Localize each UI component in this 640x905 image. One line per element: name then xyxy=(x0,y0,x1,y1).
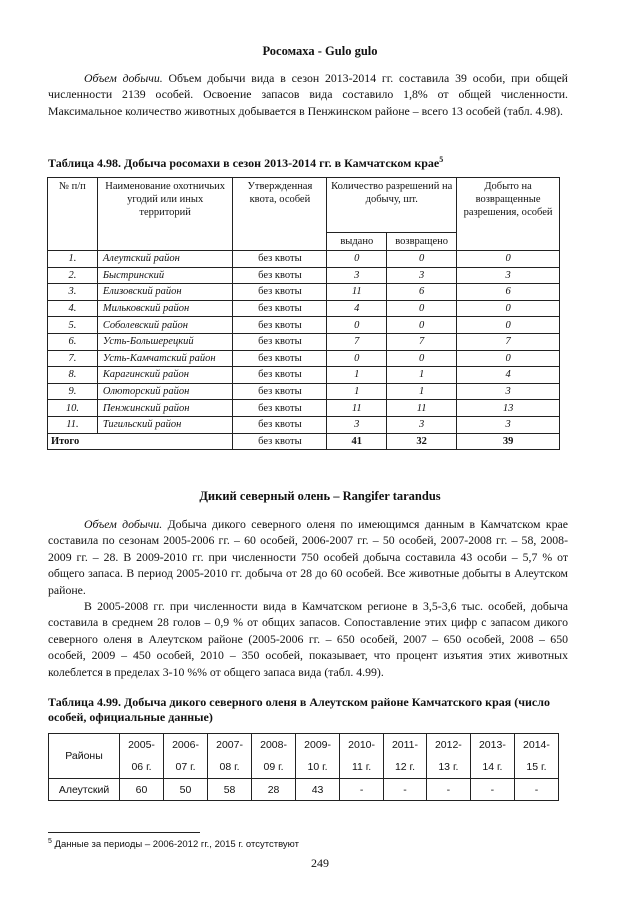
row-issued: 3 xyxy=(327,416,387,433)
harvest-value: 58 xyxy=(208,779,252,801)
table-98-caption xyxy=(48,152,588,171)
year-end: 07 г. xyxy=(175,761,196,773)
row-returned: 11 xyxy=(387,400,457,417)
row-num: 4. xyxy=(48,300,98,317)
harvest-value: 28 xyxy=(252,779,296,801)
footnote xyxy=(48,838,299,850)
row-returned: 7 xyxy=(387,333,457,350)
row-num: 3. xyxy=(48,284,98,301)
total-label: Итого xyxy=(48,433,233,450)
table-row xyxy=(48,317,560,334)
row-returned: 1 xyxy=(387,367,457,384)
paragraph-lead: Объем добычи. xyxy=(84,517,163,531)
row-name: Усть-Камчатский район xyxy=(97,350,233,367)
row-name: Пенжинский район xyxy=(97,400,233,417)
row-returned: 6 xyxy=(387,284,457,301)
header-num: № п/п xyxy=(48,178,98,251)
table-row xyxy=(48,333,560,350)
row-num: 6. xyxy=(48,333,98,350)
header-name: Наименование охотничьих угодий или иных территорий xyxy=(97,178,233,251)
year-header xyxy=(296,734,340,779)
wolverine-harvest-table xyxy=(47,177,560,450)
row-harvested: 3 xyxy=(457,267,560,284)
row-quota: без квоты xyxy=(233,383,327,400)
year-header xyxy=(164,734,208,779)
row-harvested: 0 xyxy=(457,251,560,268)
paragraph-text: Объем добычи вида в сезон 2013-2014 гг. составила 39 особи, при общей численности 2139 особей. Освоение запасов вида составило 1,8% от общей численности. Максимальное количество животных добывается в Пенжинском районе – всего 13 особей (табл. 4.98). xyxy=(48,71,568,118)
harvest-value: - xyxy=(426,779,470,801)
harvest-value: - xyxy=(340,779,384,801)
row-issued: 7 xyxy=(327,333,387,350)
row-returned: 0 xyxy=(387,317,457,334)
row-num: 8. xyxy=(48,367,98,384)
row-num: 1. xyxy=(48,251,98,268)
year-header xyxy=(426,734,470,779)
row-returned: 3 xyxy=(387,416,457,433)
header-districts: Районы xyxy=(49,734,120,779)
row-harvested: 0 xyxy=(457,317,560,334)
year-end: 13 г. xyxy=(438,761,459,773)
table-row xyxy=(48,284,560,301)
total-harvested: 39 xyxy=(457,433,560,450)
row-quota: без квоты xyxy=(233,400,327,417)
paragraph-text: Добыча дикого северного оленя по имеющимся данным в Камчатском крае составила по сезонам 2005-2006 гг. – 60 особей, 2006-2007 гг. – 50 особей, 2007-2008 гг. – 58, 2008-2009 гг. – 28. В 2009-2010 гг. при численности 750 особей добыча составила 43 особи – 5,7 % от общего запаса. В период 2005-2010 гг. добыча от 28 до 60 особей. Все животные добыты в Алеутском районе. xyxy=(48,517,568,597)
row-num: 7. xyxy=(48,350,98,367)
harvest-value: - xyxy=(514,779,558,801)
header-permits: Количество разрешений на добычу, шт. xyxy=(327,178,457,233)
row-issued: 11 xyxy=(327,400,387,417)
table-row xyxy=(48,416,560,433)
year-end: 09 г. xyxy=(263,761,284,773)
row-quota: без квоты xyxy=(233,284,327,301)
row-num: 9. xyxy=(48,383,98,400)
row-num: 10. xyxy=(48,400,98,417)
row-returned: 1 xyxy=(387,383,457,400)
row-name: Карагинский район xyxy=(97,367,233,384)
row-harvested: 13 xyxy=(457,400,560,417)
row-returned: 0 xyxy=(387,251,457,268)
row-name: Быстринский xyxy=(97,267,233,284)
table-row xyxy=(48,367,560,384)
row-issued: 1 xyxy=(327,367,387,384)
table-99-caption: Таблица 4.99. Добыча дикого северного оленя в Алеутском районе Камчатского края (число особей, официальные данные) xyxy=(48,695,550,724)
year-start: 2010- xyxy=(348,739,376,751)
header-returned: возвращено xyxy=(387,233,457,251)
row-name: Алеутский район xyxy=(97,251,233,268)
harvest-value: - xyxy=(384,779,427,801)
row-name: Мильковский район xyxy=(97,300,233,317)
row-harvested: 0 xyxy=(457,350,560,367)
row-harvested: 0 xyxy=(457,300,560,317)
harvest-value: 43 xyxy=(296,779,340,801)
year-header xyxy=(120,734,164,779)
row-issued: 1 xyxy=(327,383,387,400)
row-quota: без квоты xyxy=(233,251,327,268)
row-issued: 0 xyxy=(327,317,387,334)
total-issued: 41 xyxy=(327,433,387,450)
year-end: 15 г. xyxy=(526,761,547,773)
row-harvested: 7 xyxy=(457,333,560,350)
row-name: Тигильский район xyxy=(97,416,233,433)
row-issued: 0 xyxy=(327,251,387,268)
year-end: 10 г. xyxy=(307,761,328,773)
table-row xyxy=(48,400,560,417)
row-quota: без квоты xyxy=(233,367,327,384)
year-start: 2006- xyxy=(172,739,199,751)
year-start: 2005- xyxy=(128,739,155,751)
row-num: 5. xyxy=(48,317,98,334)
row-issued: 3 xyxy=(327,267,387,284)
reindeer-paragraph-2: В 2005-2008 гг. при численности вида в Камчатском регионе в 3,5-3,6 тыс. особей, добыча составила в среднем 28 голов – 0,9 % от общих запасов. Сопоставление этих цифр с запасом дикого северного оленя в Алеутском районе (2005-2006 гг. – 650 особей, 2007 – 650 особей, 2008 – 650 особей, 2009 – 450 особей, 2010 – 350 особей, показывает, что процент изъятия этих животных колеблется в пределах 3-10 %% от общего запаса вида (табл. 4.99). xyxy=(48,599,568,679)
table-row xyxy=(48,350,560,367)
harvest-value: 50 xyxy=(164,779,208,801)
year-header xyxy=(470,734,514,779)
row-quota: без квоты xyxy=(233,333,327,350)
row-name: Елизовский район xyxy=(97,284,233,301)
row-name: Усть-Большерецкий xyxy=(97,333,233,350)
year-start: 2008- xyxy=(260,739,287,751)
row-name: Соболевский район xyxy=(97,317,233,334)
row-returned: 0 xyxy=(387,300,457,317)
paragraph-lead: Объем добычи. xyxy=(84,71,163,85)
year-start: 2009- xyxy=(304,739,331,751)
header-harvested: Добыто на возвращенные разрешения, особей xyxy=(457,178,560,251)
row-harvested: 3 xyxy=(457,416,560,433)
row-quota: без квоты xyxy=(233,267,327,284)
caption-text: Таблица 4.98. Добыча росомахи в сезон 2013-2014 гг. в Камчатском крае xyxy=(48,156,440,170)
table-row xyxy=(48,383,560,400)
year-start: 2011- xyxy=(391,739,419,751)
row-num: 11. xyxy=(48,416,98,433)
section-title-reindeer: Дикий северный олень – Rangifer tarandus xyxy=(199,489,441,503)
header-issued: выдано xyxy=(327,233,387,251)
year-end: 11 г. xyxy=(351,761,372,773)
footnote-ref: 5 xyxy=(439,155,444,164)
harvest-value: 60 xyxy=(120,779,164,801)
year-start: 2012- xyxy=(434,739,462,751)
harvest-value: - xyxy=(470,779,514,801)
year-end: 14 г. xyxy=(482,761,503,773)
header-quota: Утвержденная квота, особей xyxy=(233,178,327,251)
wolverine-paragraph xyxy=(48,70,568,119)
section-title-wolverine: Росомаха - Gulo gulo xyxy=(262,44,378,58)
total-returned: 32 xyxy=(387,433,457,450)
row-harvested: 4 xyxy=(457,367,560,384)
year-start: 2013- xyxy=(478,739,506,751)
year-end: 12 г. xyxy=(394,761,416,773)
table-row xyxy=(48,267,560,284)
year-header xyxy=(208,734,252,779)
year-header xyxy=(514,734,558,779)
row-quota: без квоты xyxy=(233,317,327,334)
page-number: 249 xyxy=(311,856,329,870)
row-issued: 4 xyxy=(327,300,387,317)
footnote-divider xyxy=(48,832,200,833)
year-start: 2014- xyxy=(523,739,550,751)
row-returned: 0 xyxy=(387,350,457,367)
year-start: 2007- xyxy=(216,739,243,751)
reindeer-paragraph-1 xyxy=(48,516,568,598)
year-header xyxy=(340,734,384,779)
year-end: 08 г. xyxy=(219,761,240,773)
footnote-text: Данные за периоды – 2006-2012 гг., 2015 г. отсутствуют xyxy=(51,839,299,851)
total-row xyxy=(48,433,560,450)
row-issued: 11 xyxy=(327,284,387,301)
row-harvested: 3 xyxy=(457,383,560,400)
row-returned: 3 xyxy=(387,267,457,284)
year-header xyxy=(252,734,296,779)
row-issued: 0 xyxy=(327,350,387,367)
total-quota: без квоты xyxy=(233,433,327,450)
row-quota: без квоты xyxy=(233,350,327,367)
row-name: Олюторский район xyxy=(97,383,233,400)
table-row xyxy=(48,251,560,268)
row-quota: без квоты xyxy=(233,416,327,433)
year-header xyxy=(384,734,427,779)
table-row xyxy=(48,300,560,317)
reindeer-harvest-table xyxy=(48,733,559,801)
footnote-mark: 5 xyxy=(48,838,52,845)
row-num: 2. xyxy=(48,267,98,284)
row-label: Алеутский xyxy=(49,779,120,801)
row-harvested: 6 xyxy=(457,284,560,301)
row-quota: без квоты xyxy=(233,300,327,317)
year-end: 06 г. xyxy=(131,761,152,773)
